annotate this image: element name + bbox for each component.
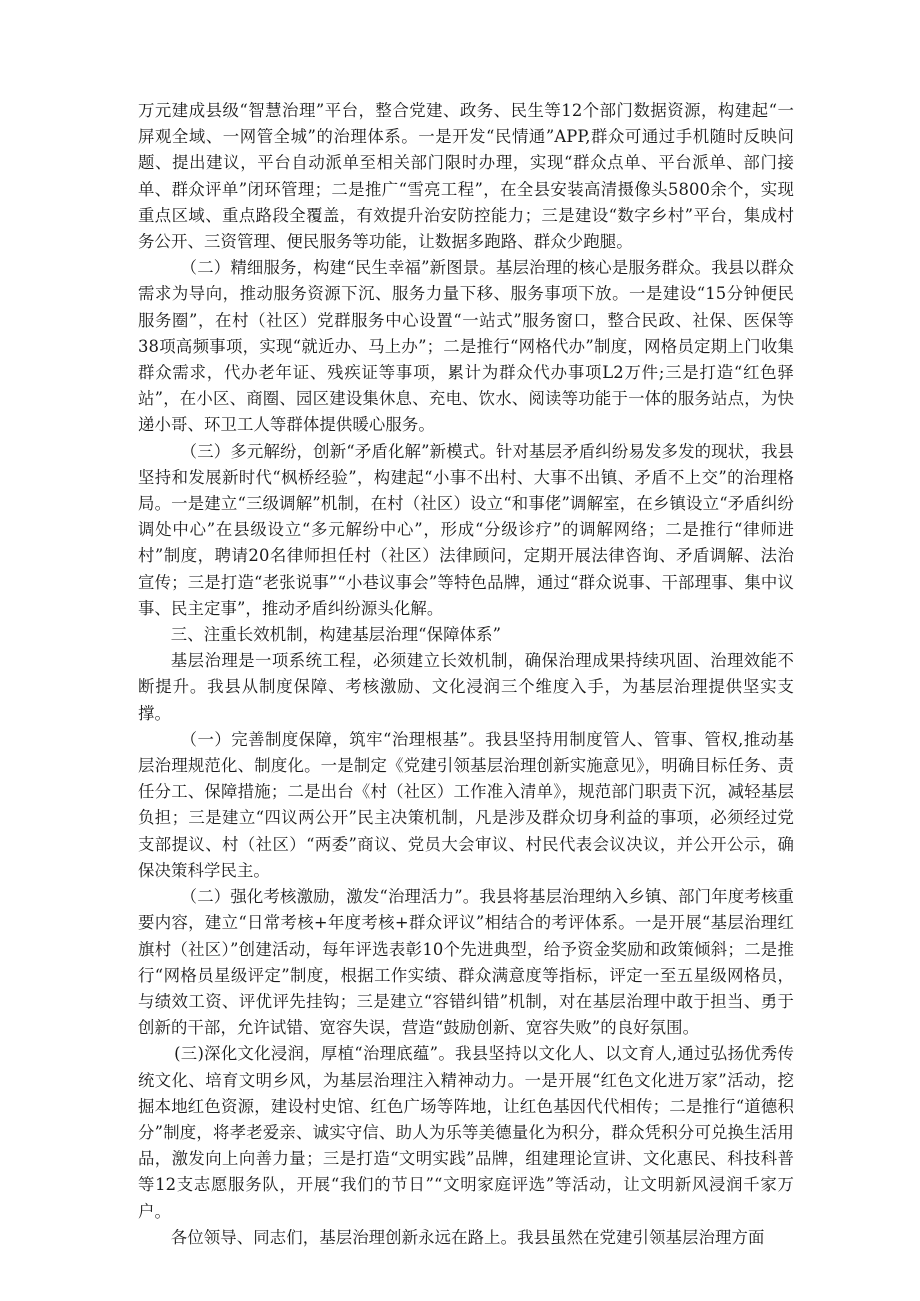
section-heading-three: 三、注重长效机制，构建基层治理“保障体系” — [170, 625, 502, 645]
section-paragraph-cultural-nurturing: (三)深化文化浸润，厚植“治理底蕴”。我县坚持以文化人、以文育人,通过弘扬优秀传统文化、培育文明乡风，为基层治理注入精神动力。一是开展“红色文化进万家”活动，挖掘本地红色资源，建设村史馆、红色广场等阵地，让红色基因代代相传；二是推行“道德积分”制度，将孝老爱亲、诚实守信、助人为乐等美德量化为积分，群众凭积分可兑换生活用品，激发向上向善力量；三是打造“文明实践”品牌，组建理论宣讲、文化惠民、科技科普等12支志愿服务队，开展“我们的节日”“文明家庭评选”等活动，让文明新风浸润千家万户。 — [138, 1044, 794, 1221]
section-paragraph-precise-service: （二）精细服务，构建“民生幸福”新图景。基层治理的核心是服务群众。我县以群众需求为导向，推动服务资源下沉、服务力量下移、服务事项下放。一是建设“15分钟便民服务圈”，在村（社区）党群服务中心设置“一站式”服务窗口，整合民政、社保、医保等38项高频事项，实现“就近办、马上办”；二是推行“网格代办”制度，网格员定期上门收集群众需求，代办老年证、残疾证等事项，累计为群众代办事项L2万件;三是打造“红色驿站”，在小区、商圈、园区建设集休息、充电、饮水、阅读等功能于一体的服务站点，为快递小哥、环卫工人等群体提供暖心服务。 — [138, 258, 794, 435]
section-paragraph-dispute-resolution: （三）多元解纷，创新“矛盾化解”新模式。针对基层矛盾纠纷易发多发的现状，我县坚持和发展新时代“枫桥经验”，构建起“小事不出村、大事不出镇、矛盾不上交”的治理格局。一是建立“三级调解”机制，在村（社区）设立“和事佬”调解室，在乡镇设立“矛盾纠纷调处中心”在县级设立“多元解纷中心”，形成“分级诊疗”的调解网络；二是推行“律师进村”制度，聘请20名律师担任村（社区）法律顾问，定期开展法律咨询、矛盾调解、法治宣传；三是打造“老张说事”“小巷议事会”等特色品牌，通过“群众说事、干部理事、集中议事、民主定事”，推动矛盾纠纷源头化解。 — [138, 441, 794, 618]
section-intro-paragraph: 基层治理是一项系统工程，必须建立长效机制，确保治理成果持续巩固、治理效能不断提升。我县从制度保障、考核激励、文化浸润三个维度入手，为基层治理提供坚实支撑。 — [138, 651, 794, 723]
section-paragraph-institutional-guarantee: （一）完善制度保障，筑牢“治理根基”。我县坚持用制度管人、管事、管权,推动基层治理规范化、制度化。一是制定《党建引领基层治理创新实施意见》，明确目标任务、责任分工、保障措施；二是出台《村（社区）工作准入清单》，规范部门职责下沉，减轻基层负担；三是建立“四议两公开”民主决策机制，凡是涉及群众切身利益的事项，必须经过党支部提议、村（社区）“两委”商议、党员大会审议、村民代表会议决议，并公开公示，确保决策科学民主。 — [138, 729, 794, 880]
body-paragraph-1: 万元建成县级“智慧治理”平台，整合党建、政务、民生等12个部门数据资源，构建起“一屏观全域、一网管全城”的治理体系。一是开发“民情通”APP,群众可通过手机随时反映问题、提出建议，平台自动派单至相关部门限时办理，实现“群众点单、平台派单、部门接单、群众评单”闭环管理；二是推广“雪亮工程”，在全县安装高清摄像头5800余个，实现重点区域、重点路段全覆盖，有效提升治安防控能力；三是建设“数字乡村”平台，集成村务公开、三资管理、便民服务等功能，让数据多跑路、群众少跑腿。 — [138, 101, 794, 252]
section-paragraph-assessment-incentive: （二）强化考核激励，激发“治理活力”。我县将基层治理纳入乡镇、部门年度考核重要内容，建立“日常考核+年度考核+群众评议”相结合的考评体系。一是开展“基层治理红旗村（社区）”创建活动，每年评选表彰10个先进典型，给予资金奖励和政策倾斜；二是推行“网格员星级评定”制度，根据工作实绩、群众满意度等指标，评定一至五星级网格员，与绩效工资、评优评先挂钩；三是建立“容错纠错”机制，对在基层治理中敢于担当、勇于创新的干部，允许试错、宽容失误，营造“鼓励创新、宽容失败”的良好氛围。 — [138, 887, 794, 1038]
closing-paragraph: 各位领导、同志们，基层治理创新永远在路上。我县虽然在党建引领基层治理方面 — [170, 1227, 765, 1247]
document-page — [138, 98, 794, 1251]
